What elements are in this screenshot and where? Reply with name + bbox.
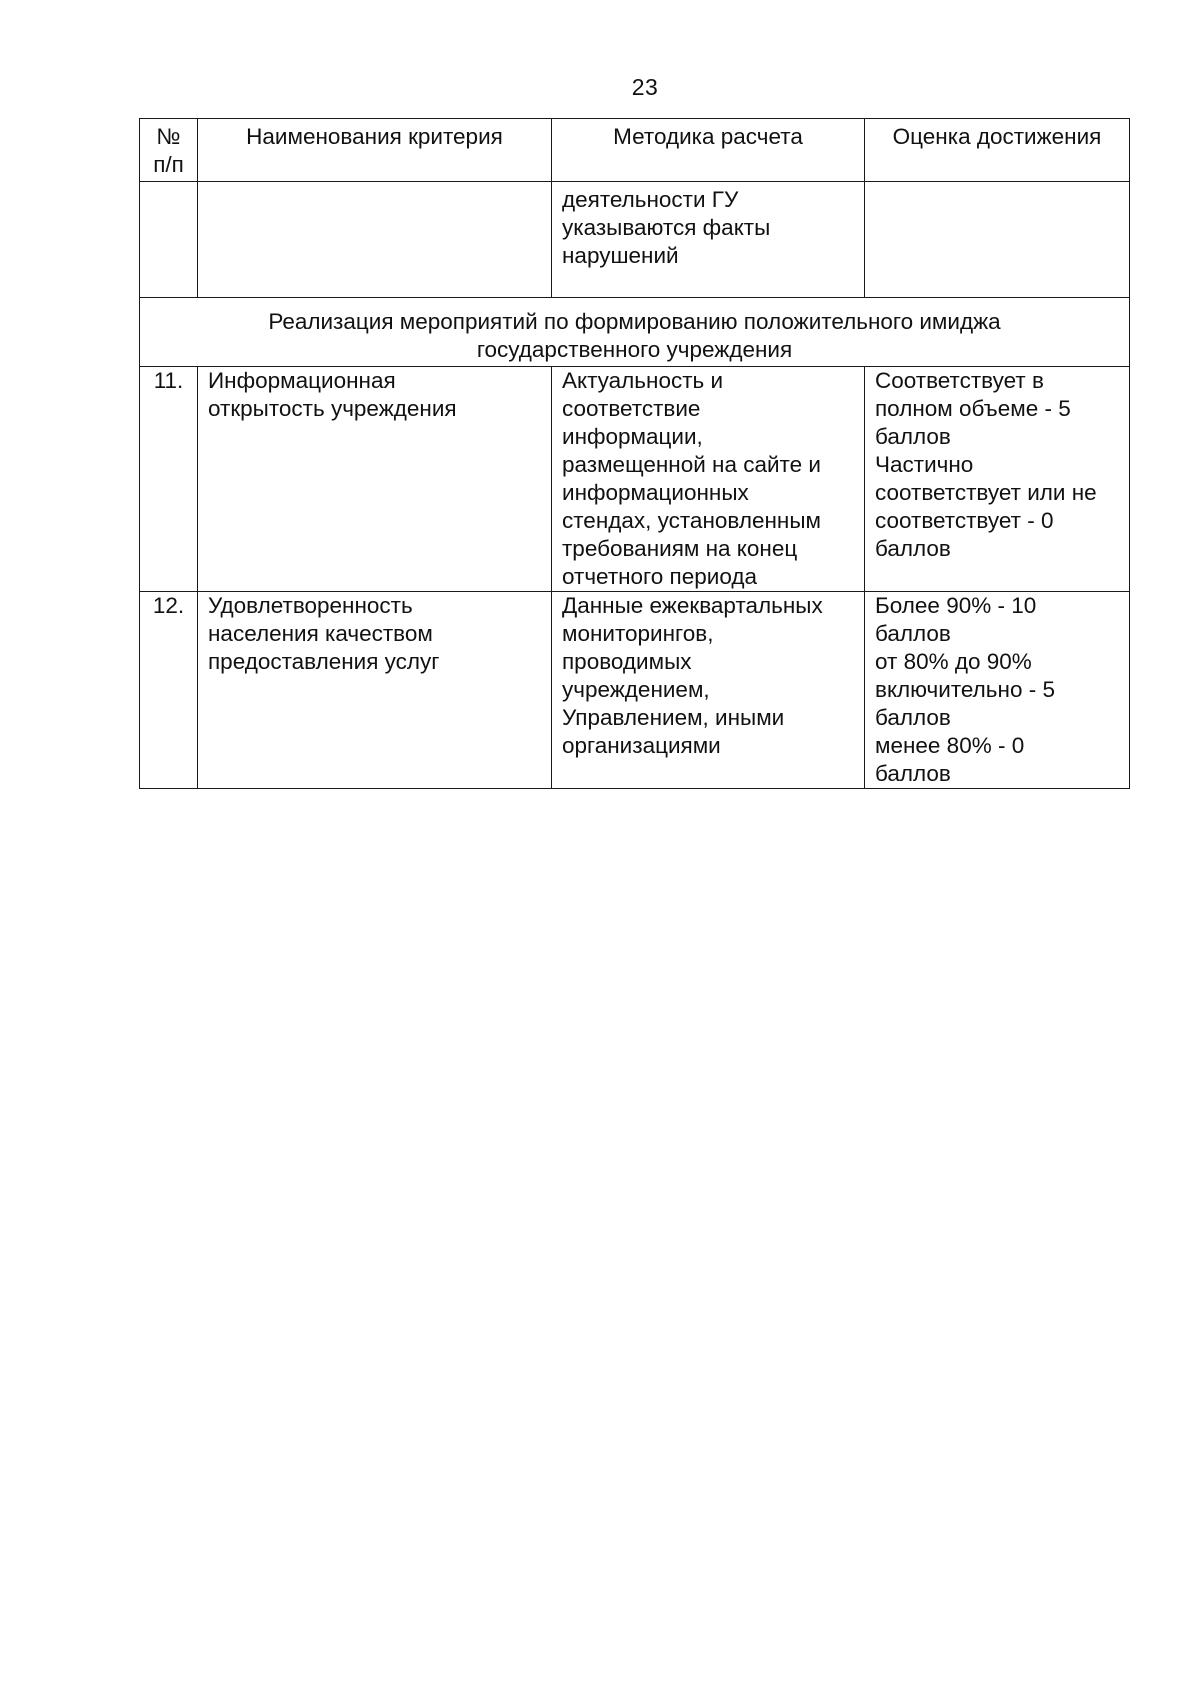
page-number: 23 [631, 74, 659, 100]
table-header-row [140, 119, 1130, 182]
criteria-table [139, 118, 1130, 789]
cell-num [140, 182, 198, 298]
cell-method: деятельности ГУ указываются факты нарушений [552, 182, 865, 298]
cell-score: Более 90% - 10 баллов от 80% до 90% включительно - 5 баллов менее 80% - 0 баллов [865, 592, 1130, 789]
header-method: Методика расчета [552, 119, 865, 182]
table-row-continuation [140, 182, 1130, 298]
cell-name [198, 182, 552, 298]
section-title: Реализация мероприятий по формированию положительного имиджа государственного учреждения [140, 298, 1130, 367]
cell-method: Актуальность и соответствие информации, размещенной на сайте и информационных стендах, установленным требованиям на конец отчетного периода [552, 367, 865, 592]
cell-num: 12. [140, 592, 198, 789]
cell-name: Информационная открытость учреждения [198, 367, 552, 592]
table-row [140, 592, 1130, 789]
cell-name: Удовлетворенность населения качеством предоставления услуг [198, 592, 552, 789]
table-row [140, 367, 1130, 592]
header-name: Наименования критерия [198, 119, 552, 182]
header-score: Оценка достижения [865, 119, 1130, 182]
cell-score: Соответствует в полном объеме - 5 баллов Частично соответствует или не соответствует - 0 баллов [865, 367, 1130, 592]
cell-score [865, 182, 1130, 298]
table-section-row [140, 298, 1130, 367]
cell-num: 11. [140, 367, 198, 592]
cell-method: Данные ежеквартальных мониторингов, проводимых учреждением, Управлением, иными организациями [552, 592, 865, 789]
header-num: № п/п [140, 119, 198, 182]
